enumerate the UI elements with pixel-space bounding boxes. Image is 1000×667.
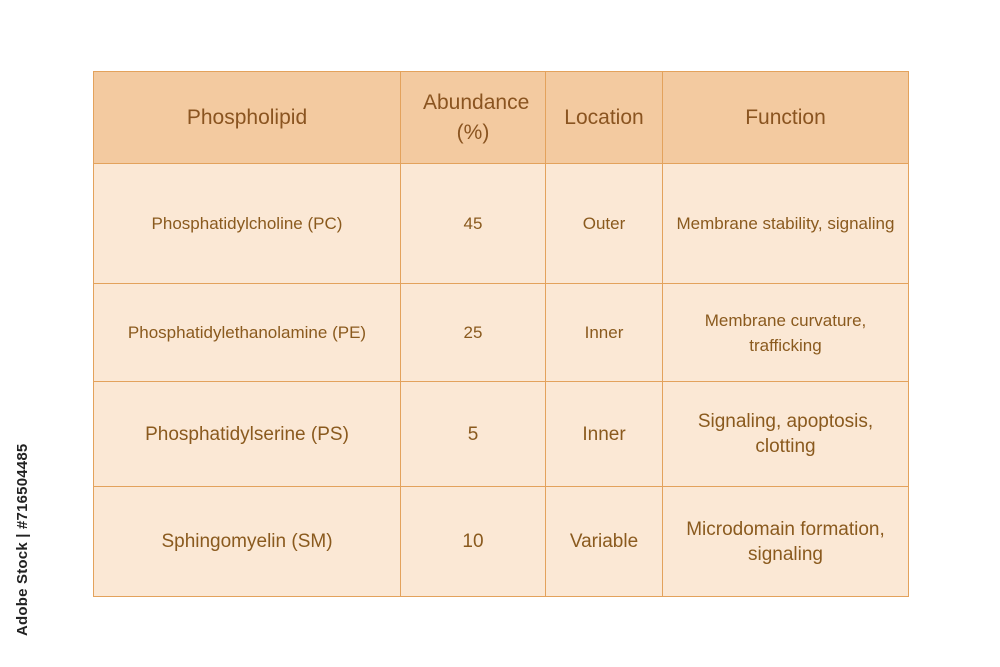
cell-function bbox=[663, 164, 909, 284]
cell-phospholipid: Phosphatidylserine (PS) bbox=[94, 382, 401, 487]
phospholipid-table bbox=[93, 71, 909, 597]
cell-location: Inner bbox=[546, 382, 663, 487]
cell-function bbox=[663, 284, 909, 382]
cell-abundance: 5 bbox=[401, 382, 546, 487]
table-row bbox=[94, 382, 909, 487]
cell-phospholipid: Phosphatidylethanolamine (PE) bbox=[94, 284, 401, 382]
header-phospholipid: Phospholipid bbox=[94, 72, 401, 164]
cell-abundance: 10 bbox=[401, 487, 546, 597]
header-abundance: Abundance (%) bbox=[401, 72, 546, 164]
cell-phospholipid: Phosphatidylcholine (PC) bbox=[94, 164, 401, 284]
cell-location: Outer bbox=[546, 164, 663, 284]
cell-function bbox=[663, 382, 909, 487]
stock-id-watermark: Adobe Stock | #716504485 bbox=[14, 443, 31, 636]
table-row bbox=[94, 487, 909, 597]
cell-phospholipid: Sphingomyelin (SM) bbox=[94, 487, 401, 597]
cell-function bbox=[663, 487, 909, 597]
cell-location: Variable bbox=[546, 487, 663, 597]
function-text: Signaling, apoptosis, clotting bbox=[697, 411, 874, 457]
table-row bbox=[94, 284, 909, 382]
function-text: Microdomain formation, signaling bbox=[686, 518, 885, 565]
cell-abundance: 25 bbox=[401, 284, 546, 382]
function-text: Membrane curvature, trafficking bbox=[704, 310, 867, 355]
function-text: Membrane stability, signaling bbox=[676, 214, 895, 233]
cell-location: Inner bbox=[546, 284, 663, 382]
cell-abundance: 45 bbox=[401, 164, 546, 284]
header-location: Location bbox=[546, 72, 663, 164]
header-function: Function bbox=[663, 72, 909, 164]
table-header-row bbox=[94, 72, 909, 164]
table-row bbox=[94, 164, 909, 284]
